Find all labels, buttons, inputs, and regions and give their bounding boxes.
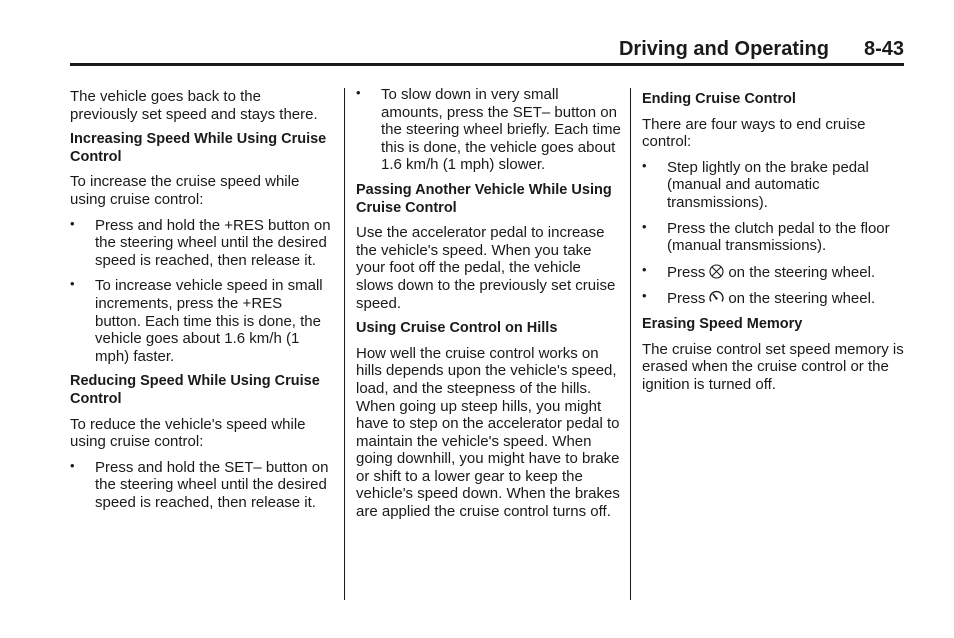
bullet: • (70, 215, 75, 231)
bullet: • (642, 157, 647, 173)
slowdown-list (356, 86, 622, 174)
list-item (356, 86, 622, 174)
list-item-text: Step lightly on the brake pedal (manual and automatic transmissions). (667, 158, 869, 211)
page-header (70, 38, 904, 64)
bullet: • (642, 218, 647, 234)
bullet: • (356, 85, 361, 100)
list-item-text: To slow down in very small amounts, press the SET– button on the steering wheel briefly. Each time this is done, the vehicle goes about 1.6 km/h (1 mph) slower. (381, 86, 621, 174)
list-item (642, 220, 906, 255)
list-item-text: Press the clutch pedal to the floor (manual transmissions). (667, 219, 890, 255)
passing-body: Use the accelerator pedal to increase the vehicle's speed. When you take your foot off the pedal, the vehicle slows down to the previously set cruise speed. (356, 224, 616, 312)
list-item (70, 217, 332, 270)
header-rule (70, 63, 904, 66)
heading-passing-vehicle: Passing Another Vehicle While Using Cruise Control (356, 181, 612, 216)
cruise-cancel-icon (708, 263, 725, 280)
heading-ending-cruise: Ending Cruise Control (642, 91, 796, 107)
list-item-text: To increase vehicle speed in small increments, press the +RES button. Each time this is done, the vehicle goes about 1.6 km/h (1 mph) faster. (95, 277, 323, 365)
heading-hills: Using Cruise Control on Hills (356, 320, 558, 337)
ending-intro: There are four ways to end cruise control: (642, 115, 866, 151)
erasing-body: The cruise control set speed memory is erased when the cruise control or the ignition is turned off. (642, 340, 904, 393)
page-number: 8-43 (863, 38, 904, 60)
increasing-list (70, 217, 332, 366)
heading-increasing-speed: Increasing Speed While Using Cruise Control (70, 131, 327, 165)
list-item-text: Press and hold the +RES button on the steering wheel until the desired speed is reached, then release it. (95, 216, 331, 269)
heading-erasing-memory: Erasing Speed Memory (642, 315, 803, 332)
list-item (642, 159, 906, 212)
section-title: Driving and Operating (618, 38, 829, 60)
reducing-list (70, 459, 332, 512)
list-item-text: on the steering wheel. (728, 290, 876, 308)
bullet: • (642, 261, 647, 277)
list-item-text: Press (667, 290, 706, 308)
heading-reducing-speed: Reducing Speed While Using Cruise Control (70, 373, 320, 407)
ending-list (642, 159, 906, 308)
bullet: • (642, 288, 647, 304)
list-item-text: on the steering wheel. (728, 263, 876, 281)
hills-body: How well the cruise control works on hills depends upon the vehicle's speed, load, and the steepness of the hills. When going up steep hills, you might have to step on the accelerator pedal to maintain the vehicle's speed. When going downhill, you might have to brake or shift to a lower gear to keep the vehicle's speed down. When the brakes are applied the cruise control turns off. (356, 344, 620, 521)
column-divider-1 (344, 88, 345, 600)
bullet: • (70, 457, 75, 473)
list-item-text: Press and hold the SET– button on the steering wheel until the desired speed is reached, then release it. (95, 458, 329, 511)
column-divider-2 (630, 88, 631, 600)
list-item (642, 289, 906, 308)
list-item (70, 277, 332, 365)
column-2 (356, 86, 622, 529)
column-3 (642, 91, 906, 401)
intro-paragraph: The vehicle goes back to the previously set speed and stays there. (70, 88, 318, 123)
list-item (642, 263, 906, 282)
bullet: • (70, 276, 75, 292)
list-item-text: Press (667, 263, 706, 281)
cruise-on-off-icon (708, 289, 725, 306)
column-1 (70, 88, 332, 519)
increasing-intro: To increase the cruise speed while using cruise control: (70, 173, 300, 208)
list-item (70, 459, 332, 512)
reducing-intro: To reduce the vehicle's speed while using cruise control: (70, 415, 306, 451)
